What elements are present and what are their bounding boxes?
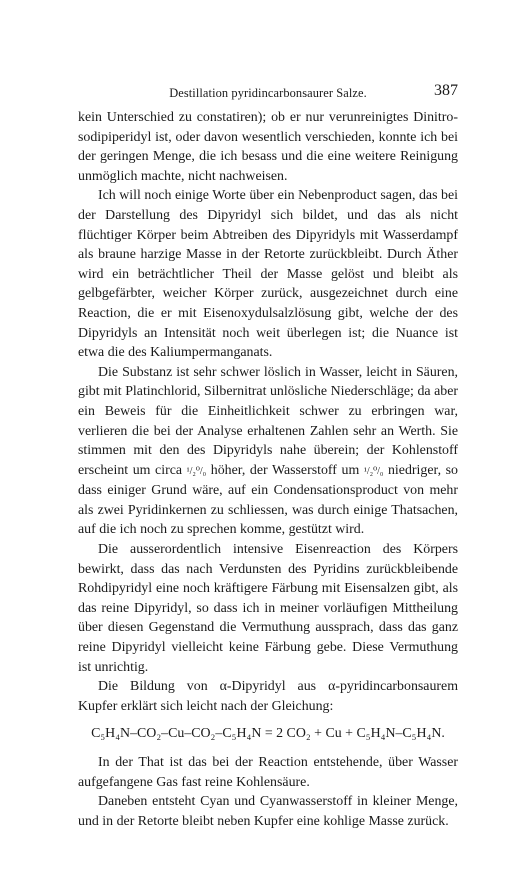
substanz-text-1: Die Substanz ist sehr schwer löslich in Wasser, leicht in Säuren, gibt mit Platinchlorid, Silbernitrat unlösliche Niederschläge; da aber ein Beweis für die Einheitlichkeit schwer zu erbringen war, verlieren die bei der Analyse erhaltenen Zahlen sehr an Werth. Sie stimmen mit den des Dipyridyls nahe überein; der Kohlenstoff erscheint um circa — [78, 364, 458, 478]
running-title: Destillation pyridincarbonsaurer Salze. — [169, 86, 367, 100]
paragraph-substanz — [78, 363, 458, 540]
paragraph-eisenreaction: Die ausserordentlich intensive Eisenreaction des Körpers bewirkt, dass das nach Verdunsten des Pyridins zurückbleibende Rohdipyridyl eine noch kräftigere Färbung mit Eisensalzen gibt, als das reine Dipyridyl, so dass ich in meiner vorläufigen Mittheilung über diesen Gegenstand die Vermuthung aussprach, dass das ganz reine Dipyridyl vielleicht keine Färbung gebe. Diese Vermuthung ist unrichtig. — [78, 542, 458, 675]
page-number: 387 — [434, 82, 458, 99]
paragraph-continuation: kein Unterschied zu constatiren); ob er nur verunreinigtes Dinitrosodipiperidyl ist, oder davon wesentlich verschieden, konnte ich bei der geringen Menge, die ich besass und die eine weitere Reinigung unmöglich machte, nicht nachweisen. — [78, 110, 458, 184]
paragraph-bildung: Die Bildung von α-Dipyridyl aus α-pyridincarbonsaurem Kupfer erklärt sich leicht nach der Gleichung: — [78, 679, 458, 714]
body-text — [78, 108, 458, 831]
paragraph-nebenproduct: Ich will noch einige Worte über ein Nebenproduct sagen, das bei der Darstellung des Dipyridyl sich bildet, und das als nicht flüchtiger Körper beim Abtreiben des Dipyridyls mit Wasserdampf als braune harzige Masse in der Retorte zurückbleibt. Durch Äther wird ein beträchtlicher Theil der Masse gelöst und bleibt als gelbgefärbter, weicher Körper zurück, ausgezeichnet durch eine Reaction, die er mit Eisenoxydulsalzlösung gibt, welche der des Dipyridyls an Intensität noch weit überlegen ist; die Nuance ist etwa die des Kaliumpermanganats. — [78, 188, 458, 361]
paragraph-cyan: Daneben entsteht Cyan und Cyanwasserstoff in kleiner Menge, und in der Retorte bleibt neben Kupfer eine kohlige Masse zurück. — [78, 794, 458, 829]
substanz-text-2: höher, der Wasserstoff um — [206, 462, 364, 478]
fraction-half-percent-1: ¹/₂⁰/₀ — [186, 465, 207, 477]
page — [78, 82, 458, 831]
paragraph-gas: In der That ist das bei der Reaction entstehende, über Wasser aufgefangene Gas fast reine Kohlensäure. — [78, 755, 458, 790]
chemical-equation: C₅H₄N–CO₂–Cu–CO₂–C₅H₄N = 2 CO₂ + Cu + C₅H₄N–C₅H₄N. — [91, 726, 445, 742]
fraction-half-percent-2: ¹/₂⁰/₀ — [363, 465, 384, 477]
page-header — [78, 82, 458, 108]
substanz-text-3: niedriger, so dass einiger Grund wäre, auf ein Condensationsproduct von mehr als zwei Pyridinkernen zu schliessen, was durch einige Thatsachen, auf die ich noch zu sprechen komme, gestützt wird. — [78, 462, 458, 538]
